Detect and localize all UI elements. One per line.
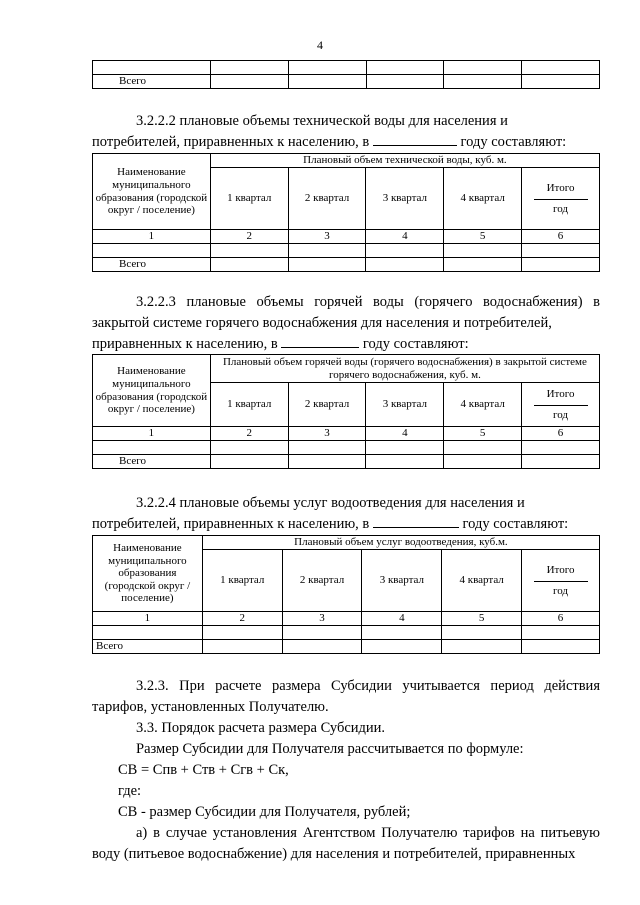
col-name-header: Наименование муниципального образования (городской округ / поселение) [93, 154, 211, 230]
section-3224-line2: потребителей, приравненных к населению, в году составляют: [92, 516, 569, 532]
where-label: где: [118, 783, 142, 799]
total-label: Всего [93, 258, 211, 272]
q1-header: 1 квартал [210, 168, 288, 230]
section-3223-line3: приравненных к населению, в году составляют: [92, 336, 469, 352]
formula: СВ = Спв + Ств + Сгв + Ск, [118, 762, 289, 778]
section-3222-line2: потребителей, приравненных к населению, в году составляют: [92, 134, 567, 150]
q1-header: 1 квартал [210, 383, 288, 427]
table-hot-water: Наименование муниципального образования (городской округ / поселение) Плановый объем горячей воды (горячего водоснабжения) в закрытой системе горячего водоснабжения, куб. м. 1 квартал 2 квартал 3 квартал 4 квартал Итого год 1 2 3 4 5 6 Всего [92, 354, 600, 469]
volume-header: Плановый объем технической воды, куб. м. [210, 154, 599, 168]
total-label: Всего [93, 455, 211, 469]
formula-intro: Размер Субсидии для Получателя рассчитывается по формуле: [136, 741, 524, 757]
total-year-header: Итого год [522, 168, 600, 230]
total-year-header: Итого год [522, 383, 600, 427]
total-label: Всего [93, 75, 211, 89]
col-name-header: Наименование муниципального образования (городской округ / поселение) [93, 536, 203, 612]
total-year-header: Итого год [522, 550, 600, 612]
q4-header: 4 квартал [442, 550, 522, 612]
section-3222-intro: 3.2.2.2 плановые объемы технической воды для населения и [136, 113, 508, 129]
q4-header: 4 квартал [444, 168, 522, 230]
table-technical-water: Наименование муниципального образования (городской округ / поселение) Плановый объем технической воды, куб. м. 1 квартал 2 квартал 3 квартал 4 квартал Итого год 1 2 3 4 5 6 Всего [92, 153, 600, 272]
paragraph-3-3: 3.3. Порядок расчета размера Субсидии. [136, 720, 386, 736]
q2-header: 2 квартал [282, 550, 362, 612]
top-table-fragment [92, 60, 600, 89]
col-name-header: Наименование муниципального образования (городской округ / поселение) [93, 355, 211, 427]
q3-header: 3 квартал [362, 550, 442, 612]
page-number: 4 [317, 38, 323, 52]
paragraph-3-2-3: 3.2.3. При расчете размера Субсидии учитывается период действия тарифов, установленных Получателю. [92, 678, 600, 715]
q4-header: 4 квартал [444, 383, 522, 427]
section-3224-intro: 3.2.2.4 плановые объемы услуг водоотведения для населения и [136, 495, 525, 511]
volume-header: Плановый объем горячей воды (горячего водоснабжения) в закрытой системе горячего водоснабжения, куб. м. [210, 355, 599, 383]
q2-header: 2 квартал [288, 383, 366, 427]
q1-header: 1 квартал [202, 550, 282, 612]
section-3223-intro: 3.2.2.3 плановые объемы горячей воды (горячего водоснабжения) в закрытой системе горячего водоснабжения для населения и потребителей, [92, 294, 600, 331]
sv-definition: СВ - размер Субсидии для Получателя, рублей; [118, 804, 411, 820]
volume-header: Плановый объем услуг водоотведения, куб.м. [202, 536, 599, 550]
table-wastewater: Наименование муниципального образования (городской округ / поселение) Плановый объем услуг водоотведения, куб.м. 1 квартал 2 квартал 3 квартал 4 квартал Итого год 1 2 3 4 5 6 Всего [92, 535, 600, 654]
q3-header: 3 квартал [366, 168, 444, 230]
total-label: Всего [93, 640, 203, 654]
q3-header: 3 квартал [366, 383, 444, 427]
paragraph-a: а) в случае установления Агентством Получателю тарифов на питьевую воду (питьевое водоснабжение) для населения и потребителей, приравненных [92, 825, 600, 862]
q2-header: 2 квартал [288, 168, 366, 230]
